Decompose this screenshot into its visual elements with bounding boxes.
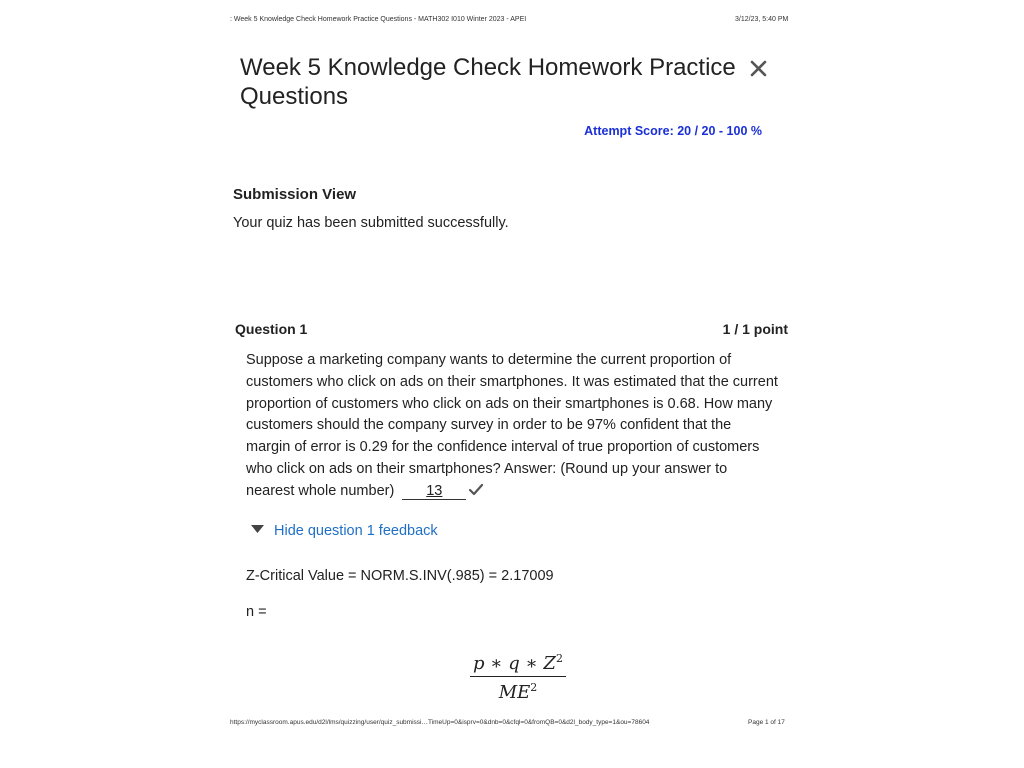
attempt-score: Attempt Score: 20 / 20 - 100 %	[584, 124, 762, 138]
page-title: Week 5 Knowledge Check Homework Practice Questions	[240, 54, 736, 110]
question-points: 1 / 1 point	[722, 321, 788, 337]
sample-size-formula	[470, 648, 566, 704]
formula-numerator: p ∗ q ∗ $Z^2$	[470, 648, 566, 677]
close-button[interactable]	[744, 54, 772, 82]
n-equals-label: n =	[246, 604, 267, 620]
close-icon	[744, 54, 772, 82]
check-icon	[468, 483, 484, 505]
print-footer-url: https://myclassroom.apus.edu/d2l/lms/quizzing/user/quiz_submissi…TimeUp=0&isprv=0&dnb=0&cfql=0&fromQB=0&d2l_body_type=1&ou=78604	[230, 719, 650, 726]
question-text: Suppose a marketing company wants to determine the current proportion of customers who click on ads on their smartphones. It was estimated that the current proportion of customers who click on ads on their smartphones is 0.68. How many customers should the company survey in order to be 97% confident that the margin of error is 0.29 for the confidence interval of true proportion of customers who click on ads on their smartphones? Answer: (Round up your answer to nearest whole number)	[246, 352, 778, 499]
triangle-down-icon	[251, 522, 264, 538]
answer-value: 13	[402, 483, 466, 500]
hide-feedback-label: Hide question 1 feedback	[274, 523, 438, 539]
question-text-block	[246, 350, 778, 505]
submission-view-heading: Submission View	[233, 186, 357, 203]
question-title: Question 1	[235, 321, 308, 337]
print-header-datetime: 3/12/23, 5:40 PM	[735, 16, 789, 23]
submission-message: Your quiz has been submitted successfully.	[233, 215, 509, 231]
z-critical-value: Z-Critical Value = NORM.S.INV(.985) = 2.17009	[246, 568, 554, 584]
hide-feedback-toggle[interactable]	[251, 522, 438, 539]
print-header-title: : Week 5 Knowledge Check Homework Practice Questions - MATH302 I010 Winter 2023 - APEI	[230, 16, 527, 23]
formula-denominator: $ME^2$	[498, 681, 538, 703]
print-footer-page: Page 1 of 17	[748, 719, 785, 726]
